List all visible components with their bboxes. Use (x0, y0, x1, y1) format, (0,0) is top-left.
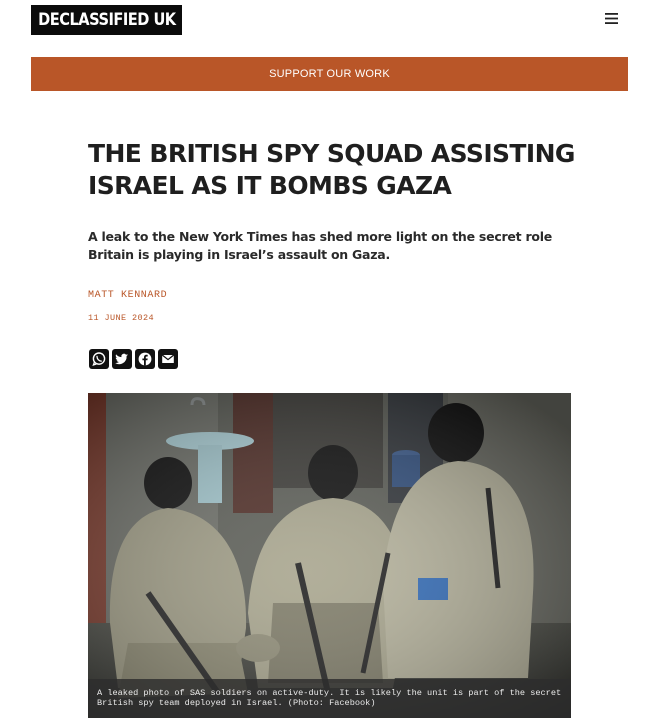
article-title: THE BRITISH SPY SQUAD ASSISTING ISRAEL AS IT BOMBS GAZA (88, 139, 575, 200)
whatsapp-icon (91, 351, 107, 367)
share-twitter-button[interactable] (112, 349, 132, 369)
share-whatsapp-button[interactable] (89, 349, 109, 369)
image-caption: A leaked photo of SAS soldiers on active-duty. It is likely the unit is part of the secret British spy team deployed in Israel. (Photo: Facebook) (88, 679, 571, 718)
publish-date: 11 JUNE 2024 (88, 313, 155, 323)
twitter-icon (114, 351, 130, 367)
share-bar (89, 349, 178, 369)
support-our-work-button[interactable] (31, 57, 628, 91)
site-logo[interactable] (31, 5, 182, 35)
article-standfirst: A leak to the New York Times has shed more light on the secret role Britain is playing in Israel’s assault on Gaza. (88, 229, 552, 262)
logo-text: DECLASSIFIED UK (37, 10, 176, 30)
email-icon (160, 351, 176, 367)
support-label: SUPPORT OUR WORK (269, 68, 390, 80)
article-image (88, 393, 571, 718)
author-link[interactable]: MATT KENNARD (88, 290, 168, 301)
share-email-button[interactable] (158, 349, 178, 369)
soldiers-photo (88, 393, 571, 718)
menu-button[interactable] (602, 10, 622, 27)
facebook-icon (137, 351, 153, 367)
share-facebook-button[interactable] (135, 349, 155, 369)
hamburger-menu-icon (602, 10, 622, 27)
